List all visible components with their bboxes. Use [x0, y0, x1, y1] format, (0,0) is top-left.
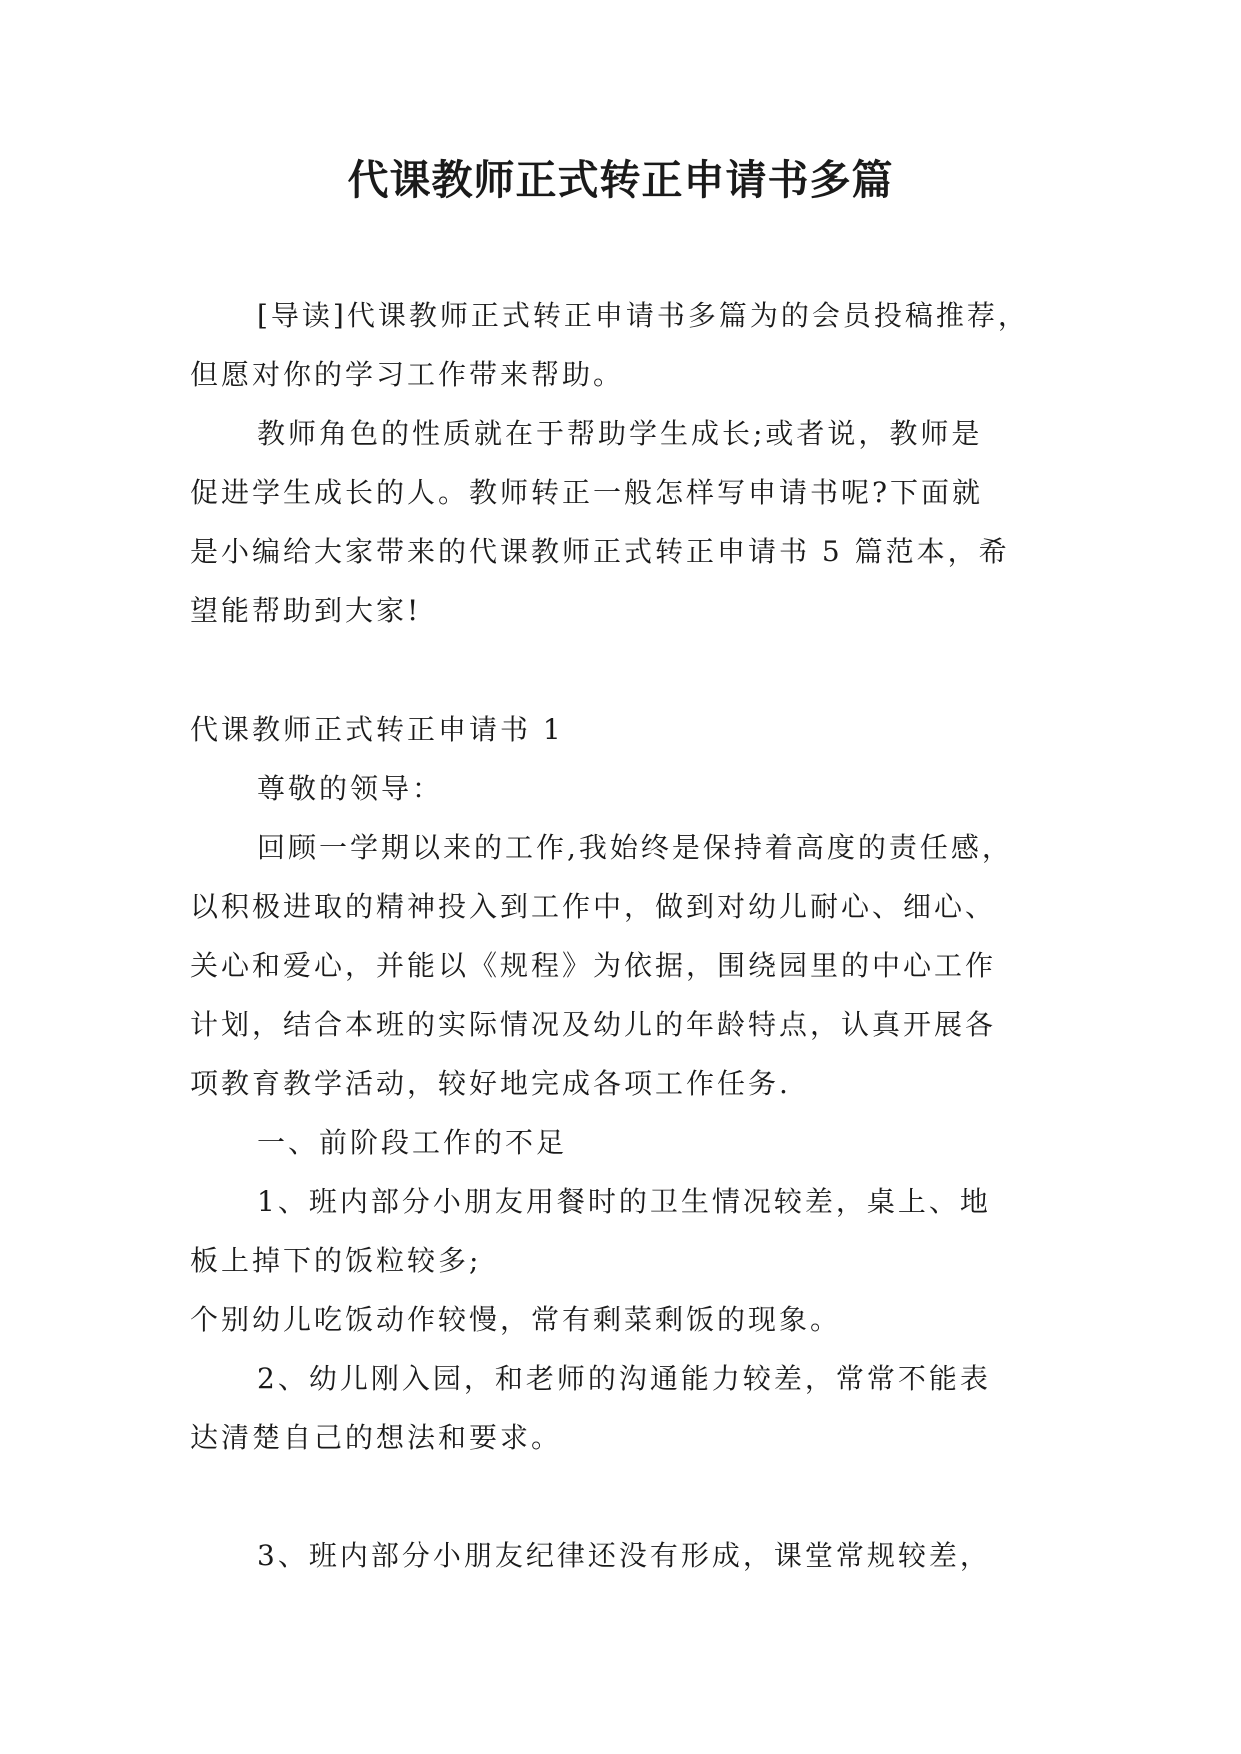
item-2-line-1: 2、幼儿刚入园，和老师的沟通能力较差，常常不能表	[257, 1362, 991, 1395]
intro-line-2: 但愿对你的学习工作带来帮助。	[190, 358, 625, 391]
item-1-line-3: 个别幼儿吃饭动作较慢，常有剩菜剩饭的现象。	[190, 1303, 842, 1336]
item-1-line-1: 1、班内部分小朋友用餐时的卫生情况较差，桌上、地	[257, 1185, 991, 1218]
body-line-2: 促进学生成长的人。教师转正一般怎样写申请书呢?下面就	[190, 476, 984, 509]
letter-line-4: 计划，结合本班的实际情况及幼儿的年龄特点，认真开展各	[190, 1008, 997, 1041]
letter-line-5: 项教育教学活动，较好地完成各项工作任务.	[190, 1067, 791, 1100]
salutation: 尊敬的领导：	[257, 772, 444, 805]
letter-line-2: 以积极进取的精神投入到工作中，做到对幼儿耐心、细心、	[190, 890, 997, 923]
section-heading: 代课教师正式转正申请书 1	[190, 713, 564, 746]
item-1-line-2: 板上掉下的饭粒较多;	[190, 1244, 482, 1277]
item-3-line-1: 3、班内部分小朋友纪律还没有形成，课堂常规较差，	[257, 1539, 991, 1572]
letter-line-1: 回顾一学期以来的工作,我始终是保持着高度的责任感，	[257, 831, 1013, 864]
letter-line-3: 关心和爱心，并能以《规程》为依据，围绕园里的中心工作	[190, 949, 997, 982]
subheading: 一、前阶段工作的不足	[257, 1126, 568, 1159]
item-2-line-2: 达清楚自己的想法和要求。	[190, 1421, 563, 1454]
body-line-1: 教师角色的性质就在于帮助学生成长;或者说，教师是	[257, 417, 983, 450]
body-line-3: 是小编给大家带来的代课教师正式转正申请书 5 篇范本，希	[190, 535, 1010, 568]
intro-line-1: [导读]代课教师正式转正申请书多篇为的会员投稿推荐，	[257, 299, 1029, 332]
document-title: 代课教师正式转正申请书多篇	[347, 156, 894, 204]
body-line-4: 望能帮助到大家!	[190, 594, 422, 627]
